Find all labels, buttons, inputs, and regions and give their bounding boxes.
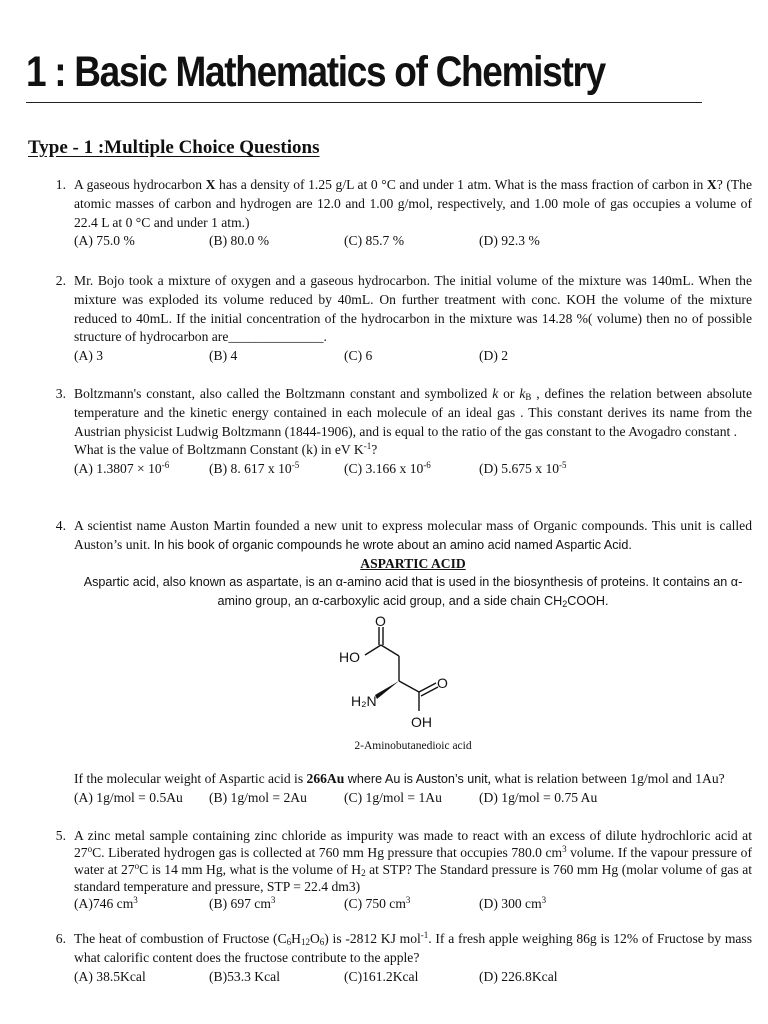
aspartic-acid-description: Aspartic acid, also known as aspartate, is an α-amino acid that is used in the biosynthesis of proteins. It contains an α-amino group, an α-carboxylic acid group, and a side chain $CH_2COOH$. bbox=[83, 575, 743, 610]
structure-caption: 2-Aminobutanedioic acid bbox=[354, 739, 472, 752]
question-5 bbox=[50, 827, 752, 914]
answer-options bbox=[74, 968, 752, 987]
option-d[interactable]: (D) 5.675 x $10^{-5}$ bbox=[479, 460, 567, 477]
question-number: 3. bbox=[55, 386, 66, 401]
atom-o-top: O bbox=[375, 614, 386, 629]
option-d[interactable]: (D) 300 $cm^3$ bbox=[479, 895, 547, 911]
option-d[interactable]: (D) 2 bbox=[479, 348, 509, 364]
question-text: A scientist name Auston Martin founded a new unit to express molecular mass of Organic compounds. This unit is called Auston’s unit. In his book of organic compounds he wrote about an amino acid named Aspartic Acid. bbox=[74, 518, 752, 552]
question-number: 5. bbox=[55, 828, 66, 843]
option-a[interactable]: (A) $1.3807 \times 10^{-6}$ bbox=[74, 460, 170, 477]
option-b[interactable]: (B) 1g/mol = 2Au bbox=[209, 789, 307, 805]
atom-oh: OH bbox=[411, 713, 432, 730]
question-text: The heat of combustion of Fructose $(C_6H_{12}O_6)$ is -2812 KJ mol$^{-1}$. If a fresh apple weighing 86g is 12% of Fructose by mass what calorific content does the fructose contribute to the apple? bbox=[74, 930, 753, 965]
option-d[interactable]: (D) 226.8Kcal bbox=[479, 968, 558, 984]
title-underline bbox=[26, 102, 702, 103]
option-b[interactable]: (B) 80.0 % bbox=[209, 233, 270, 249]
option-c[interactable]: (C) 6 bbox=[344, 348, 373, 364]
question-text: Mr. Bojo took a mixture of oxygen and a gaseous hydrocarbon. The initial volume of the mixture was 140mL. When the mixture was exploded its volume reduced by 40mL. On further treatment with conc. KOH the volume of the mixture reduced to 40mL. If the initial concentration of the hydrocarbon in the mixture was 14.28 %( volume) then no of possible structure of hydrocarbon are______________. bbox=[74, 273, 752, 345]
option-b[interactable]: (B) 697 $cm^3$ bbox=[209, 895, 276, 911]
question-text: A gaseous hydrocarbon X has a density of 1.25 g/L at 0 °C and under 1 atm. What is the mass fraction of carbon in X? (The atomic masses of carbon and hydrogen are 12.0 and 1.00 g/mol, respectively, and 1.00 mole of gas occupies a volume of 22.4 L at 0 °C and under 1 atm.) bbox=[74, 177, 753, 230]
question-text: A zinc metal sample containing zinc chloride as impurity was made to react with an excess of dilute hydrochloric acid at 27$^o$C. Liberated hydrogen gas is collected at 760 mm Hg pressure that occupies 780.0 $cm^3$ volume. If the vapour pressure of water at 27$^o$C is 14 mm Hg, what is the volume of $H_2$ at STP? The Standard pressure is 760 mm Hg (molar volume of gas at standard temperature and pressure, STP = 22.4 dm3) bbox=[74, 828, 753, 894]
aspartic-acid-structure bbox=[331, 615, 471, 737]
question-1 bbox=[50, 176, 752, 251]
question-6 bbox=[50, 930, 752, 986]
option-a[interactable]: (A) 38.5Kcal bbox=[74, 968, 146, 984]
answer-options bbox=[74, 347, 752, 366]
option-c[interactable]: (C)161.2Kcal bbox=[344, 968, 419, 984]
option-d[interactable]: (D) 92.3 % bbox=[479, 233, 540, 249]
question-3 bbox=[50, 385, 752, 479]
question-number: 6. bbox=[55, 931, 66, 946]
option-c[interactable]: (C) 1g/mol = 1Au bbox=[344, 789, 442, 805]
atom-h2n: H₂N bbox=[351, 692, 377, 709]
option-c[interactable]: (C) 85.7 % bbox=[344, 233, 405, 249]
question-prompt: If the molecular weight of Aspartic acid is 266Au where Au is Auston’s unit, what is relation between 1g/mol and 1Au? bbox=[74, 770, 725, 786]
option-b[interactable]: (B) 4 bbox=[209, 348, 238, 364]
answer-options bbox=[74, 895, 752, 914]
question-number: 4. bbox=[55, 518, 66, 533]
answer-options bbox=[74, 460, 752, 479]
option-a[interactable]: (A) 3 bbox=[74, 348, 104, 364]
section-heading: Type - 1 :Multiple Choice Questions bbox=[28, 137, 320, 158]
option-a[interactable]: (A)746 $cm^3$ bbox=[74, 895, 138, 911]
option-b[interactable]: (B) 8. 617 x $10^{-5}$ bbox=[209, 460, 300, 477]
option-d[interactable]: (D) 1g/mol = 0.75 Au bbox=[479, 789, 598, 805]
option-a[interactable]: (A) 75.0 % bbox=[74, 233, 135, 249]
question-number: 1. bbox=[55, 177, 66, 192]
option-c[interactable]: (C) 750 $cm^3$ bbox=[344, 895, 411, 911]
page-title: 1 : Basic Mathematics of Chemistry bbox=[26, 48, 605, 96]
option-a[interactable]: (A) 1g/mol = 0.5Au bbox=[74, 789, 183, 805]
question-4 bbox=[50, 517, 752, 807]
question-2 bbox=[50, 272, 752, 366]
stereo-wedge bbox=[375, 681, 399, 699]
answer-options bbox=[74, 789, 752, 808]
atom-ho: HO bbox=[339, 648, 360, 665]
answer-options bbox=[74, 232, 752, 251]
option-c[interactable]: (C) 3.166 x $10^{-6}$ bbox=[344, 460, 431, 477]
question-text: Boltzmann's constant, also called the Boltzmann constant and symbolized k or $k_B$ , defines the relation between absolute temperature and the kinetic energy contained in each molecule of an ideal gas . This constant derives its name from the Austrian physicist Ludwig Boltzmann (1844-1906), and is equal to the ratio of the gas constant to the Avogadro constant . bbox=[74, 386, 752, 439]
option-b[interactable]: (B)53.3 Kcal bbox=[209, 968, 280, 984]
question-number: 2. bbox=[55, 273, 66, 288]
question-prompt: What is the value of Boltzmann Constant (k) in eV $K^{-1}$? bbox=[74, 441, 378, 458]
atom-o-right: O bbox=[437, 674, 448, 691]
aspartic-acid-heading: ASPARTIC ACID bbox=[360, 555, 466, 571]
